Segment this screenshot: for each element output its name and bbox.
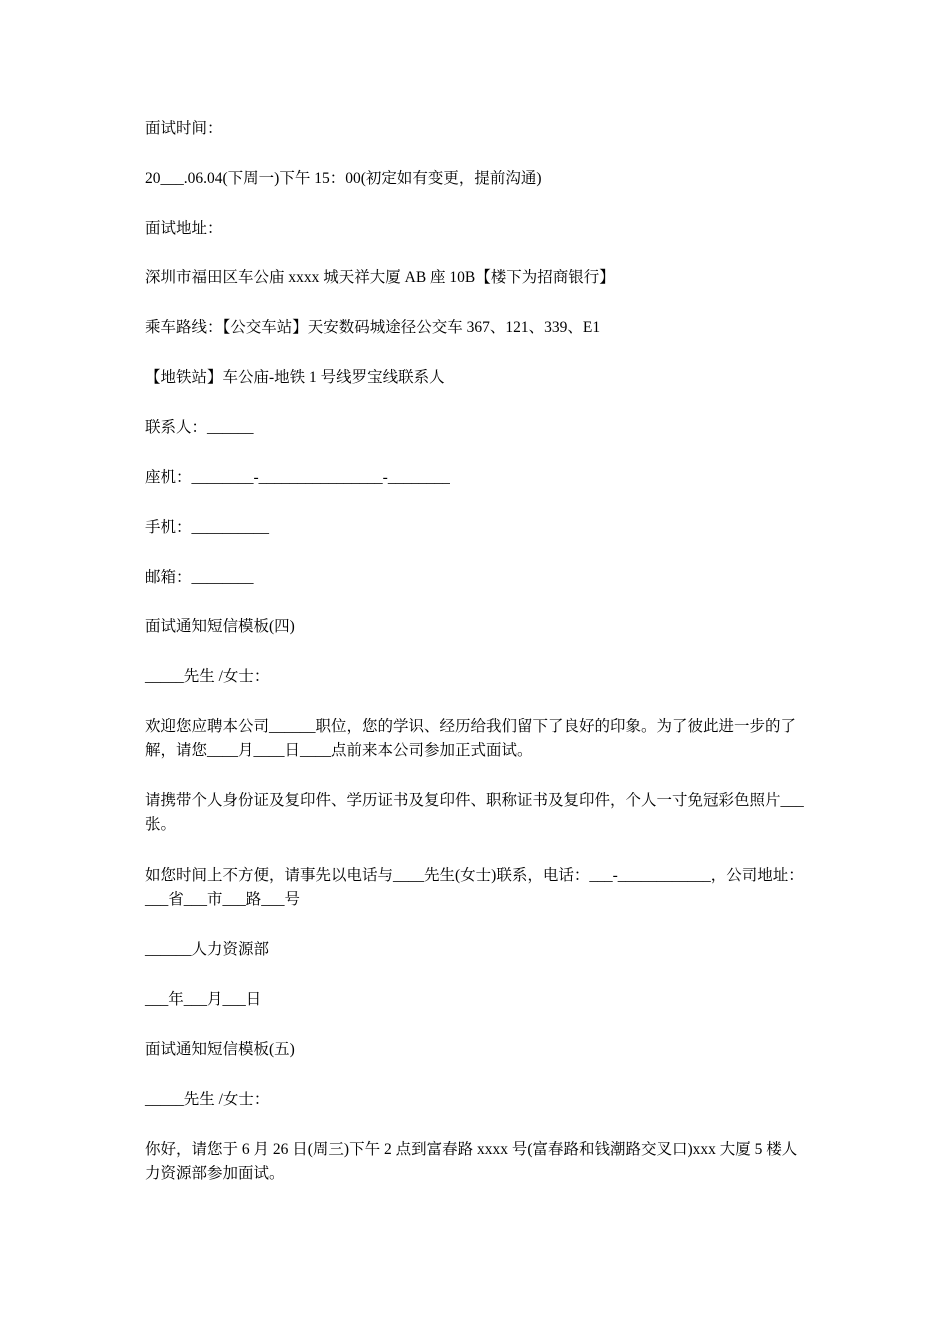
template-5-heading: 面试通知短信模板(五) bbox=[145, 1041, 295, 1058]
template-4-body-1: 欢迎您应聘本公司______职位，您的学识、经历给我们留下了良好的印象。为了彼此进一步的了解，请您____月____日____点前来本公司参加正式面试。 bbox=[145, 718, 797, 759]
template-4-heading: 面试通知短信模板(四) bbox=[145, 618, 295, 635]
template-4-salutation: _____先生 /女士： bbox=[145, 668, 270, 685]
mobile: 手机：__________ bbox=[145, 519, 270, 536]
template-5-body-1: 你好，请您于 6 月 26 日(周三)下午 2 点到富春路 xxxx 号(富春路和钱潮路交叉口)xxx 大厦 5 楼人力资源部参加面试。 bbox=[145, 1141, 798, 1182]
landline: 座机：________-________________-________ bbox=[145, 469, 450, 486]
interview-address-value: 深圳市福田区车公庙 xxxx 城天祥大厦 AB 座 10B【楼下为招商银行】 bbox=[145, 269, 615, 286]
email: 邮箱：________ bbox=[145, 569, 254, 586]
contact-person: 联系人：______ bbox=[145, 419, 254, 436]
interview-time-value: 20___.06.04(下周一)下午 15：00(初定如有变更，提前沟通) bbox=[145, 170, 542, 187]
template-4-date: ___年___月___日 bbox=[145, 991, 262, 1008]
template-4-body-2: 请携带个人身份证及复印件、学历证书及复印件、职称证书及复印件，个人一寸免冠彩色照片___张。 bbox=[145, 792, 804, 833]
template-5-salutation: _____先生 /女士： bbox=[145, 1091, 270, 1108]
interview-time-label: 面试时间： bbox=[145, 120, 223, 137]
bus-route: 乘车路线：【公交车站】天安数码城途径公交车 367、121、339、E1 bbox=[145, 319, 601, 336]
interview-address-label: 面试地址： bbox=[145, 220, 223, 237]
metro-route: 【地铁站】车公庙-地铁 1 号线罗宝线联系人 bbox=[145, 369, 445, 386]
template-4-signature: ______人力资源部 bbox=[145, 941, 270, 958]
template-4-body-3: 如您时间上不方便，请事先以电话与____先生(女士)联系，电话：___-____________，公司地址：___省___市___路___号 bbox=[145, 867, 804, 908]
